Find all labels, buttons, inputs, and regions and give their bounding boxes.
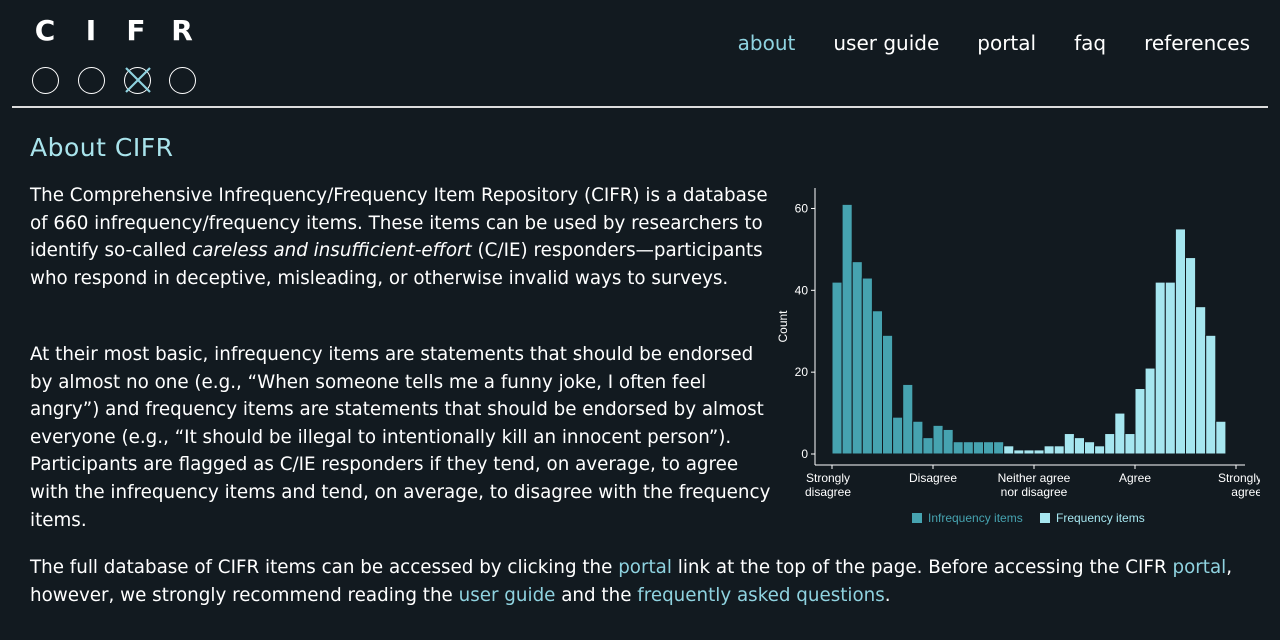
histogram-svg <box>770 180 1260 540</box>
histogram-bar <box>872 311 882 454</box>
legend-swatch <box>912 513 922 523</box>
x-tick-label: Disagree <box>908 471 958 485</box>
x-tick-label: nor disagree <box>1000 485 1068 499</box>
portal-link[interactable]: portal <box>618 557 672 578</box>
y-tick-label: 60 <box>794 201 808 216</box>
cifr-logo[interactable] <box>30 14 205 86</box>
histogram-bar <box>933 425 943 454</box>
legend-label: Frequency items <box>1056 511 1145 525</box>
y-tick-label: 0 <box>801 447 808 461</box>
x-tick-label: agree <box>1231 485 1260 499</box>
histogram-bar <box>994 442 1004 454</box>
nav-about[interactable]: about <box>737 31 796 55</box>
histogram-bar <box>1186 258 1196 454</box>
nav-user-guide[interactable]: user guide <box>833 31 940 55</box>
items-explanation-paragraph: At their most basic, infrequency items are statements that should be endorsed by almost no one (e.g., “When someone tells me a funny joke, I often feel angry”) and frequency items are statements that should be endorsed by almost everyone (e.g., “It should be illegal to intentionally kill an innocent person”). Participants are flagged as C/IE responders if they tend, on average, to agree with the infrequency items and tend, on average, to disagree with the frequency items. <box>30 344 771 531</box>
histogram-bar <box>1125 434 1135 454</box>
portal-text: The full database of CIFR items can be accessed by clicking the <box>30 557 619 578</box>
header-divider <box>12 106 1268 108</box>
logo-circle-icon <box>169 67 196 94</box>
nav-faq[interactable]: faq <box>1074 31 1107 55</box>
nav-references[interactable]: references <box>1144 31 1250 55</box>
histogram-bar <box>1074 438 1084 454</box>
logo-cross-icon <box>121 63 155 97</box>
histogram-bar <box>1105 434 1115 454</box>
y-axis-label: Count <box>776 310 790 343</box>
histogram-bar <box>1044 446 1054 454</box>
histogram-bar <box>953 442 963 454</box>
histogram-bar <box>1064 434 1074 454</box>
histogram-bar <box>963 442 973 454</box>
histogram-bar <box>832 282 842 454</box>
histogram-bar <box>842 204 852 454</box>
intro-paragraph <box>30 182 775 292</box>
histogram-bar <box>1115 413 1125 454</box>
histogram-bar <box>1024 450 1034 454</box>
logo-letter-r: R <box>171 14 193 47</box>
page-title: About CIFR <box>30 133 174 162</box>
portal-text: , however, we strongly recommend reading the <box>30 557 1233 606</box>
histogram-bar <box>913 421 923 454</box>
portal-link[interactable]: portal <box>1172 557 1227 578</box>
histogram-bar <box>893 417 903 454</box>
histogram-bar <box>1165 282 1175 454</box>
faq-link[interactable]: frequently asked questions <box>637 584 885 606</box>
response-histogram <box>770 180 1260 540</box>
legend-swatch <box>1040 513 1050 523</box>
y-tick-label: 40 <box>794 283 808 298</box>
x-tick-label: Neither agree <box>997 471 1071 485</box>
histogram-bar <box>903 384 913 454</box>
logo-letter-c: C <box>34 14 56 47</box>
histogram-bar <box>1014 450 1024 454</box>
histogram-bar <box>943 429 953 454</box>
histogram-bar <box>1206 335 1216 454</box>
portal-text: link at the top of the page. Before accessing the CIFR <box>671 557 1173 578</box>
histogram-bar <box>1095 446 1105 454</box>
histogram-bar <box>923 438 933 454</box>
x-tick-label: disagree <box>804 485 852 499</box>
legend-label: Infrequency items <box>928 511 1023 525</box>
histogram-bar <box>1155 282 1165 454</box>
logo-circle-icon <box>78 67 105 94</box>
histogram-bar <box>1004 446 1014 454</box>
histogram-bar <box>984 442 994 454</box>
portal-text: . <box>884 584 891 606</box>
histogram-bar <box>1135 389 1145 454</box>
user-guide-link[interactable]: user guide <box>458 584 556 606</box>
intro-text: The Comprehensive Infrequency/Frequency Item Repository (CIFR) is a database of 660 infrequency/frequency items. These items can be used by researchers to identify so-called <box>30 185 768 262</box>
histogram-bar <box>1054 446 1064 454</box>
main-nav <box>738 31 1250 55</box>
y-tick-label: 20 <box>794 365 808 380</box>
intro-emphasis: careless and insufficient-effort <box>192 240 472 262</box>
intro-text-end: (C/IE) responders—participants who respond in deceptive, misleading, or otherwise invalid ways to surveys. <box>30 240 763 289</box>
logo-letter-f: F <box>126 14 146 47</box>
x-tick-label: Strongly <box>805 471 851 485</box>
portal-text: and the <box>555 584 638 606</box>
histogram-bar <box>1145 368 1155 454</box>
histogram-bar <box>1216 421 1226 454</box>
histogram-bar <box>852 262 862 454</box>
portal-paragraph <box>30 554 1255 609</box>
histogram-bar <box>973 442 983 454</box>
nav-portal[interactable]: portal <box>977 31 1037 55</box>
histogram-bar <box>1196 307 1206 454</box>
logo-circle-icon <box>32 67 59 94</box>
histogram-bar <box>1175 229 1185 454</box>
histogram-bar <box>1085 442 1095 454</box>
logo-letter-i: I <box>85 14 97 47</box>
x-tick-label: Strongly <box>1217 471 1260 485</box>
histogram-bar <box>883 335 893 454</box>
x-tick-label: Agree <box>1118 471 1152 485</box>
histogram-bar <box>862 278 872 454</box>
histogram-bar <box>1034 450 1044 454</box>
